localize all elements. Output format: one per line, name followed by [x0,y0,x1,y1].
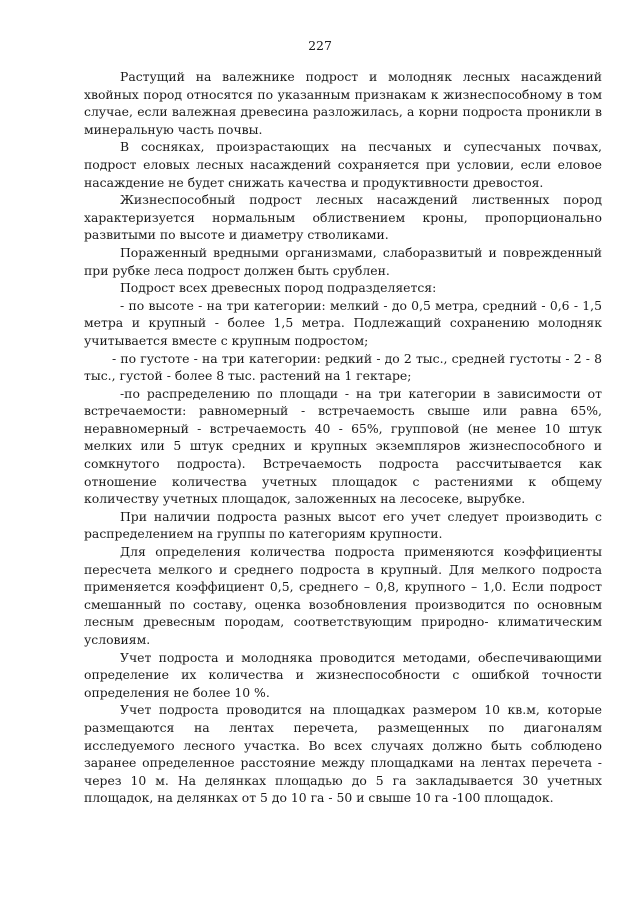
list-item-height: - по высоте - на три категории: мелкий - до 0,5 метра, средний - 0,6 - 1,5 метра и крупный - более 1,5 метра. Подлежащий сохранению молодняк учитывается вместе с крупным подростом; [84,297,602,348]
paragraph-damaged-regrowth: Пораженный вредными организмами, слаборазвитый и поврежденный при рубке леса подрост должен быть срублен. [84,244,602,278]
list-item-distribution: -по распределению по площади - на три категории в зависимости от встречаемости: равномерный - встречаемость свыше или равна 65%, неравномерный - встречаемость 40 - 65%, групповой (не менее 10 штук мелких или 5 штук средних и крупных экземпляров жизнеспособного и сомкнутого подроста). Встречаемость подроста рассчитывается как отношение количества учетных площадок с растениями к общему количеству учетных площадок, заложенных на лесосеке, вырубке. [84,385,602,507]
paragraph-accuracy: Учет подроста и молодняка проводится методами, обеспечивающими определение их количества и жизнеспособности с ошибкой точности определения не более 10 %. [84,649,602,700]
paragraph-pine-forests: В сосняках, произрастающих на песчаных и супесчаных почвах, подрост еловых лесных насаждений сохраняется при условии, если еловое насаждение не будет снижать качества и продуктивности древостоя. [84,139,602,190]
paragraph-height-groups: При наличии подроста разных высот его учет следует производить с распределением на группы по категориям крупности. [84,508,602,542]
paragraph-coefficients: Для определения количества подроста применяются коэффициенты пересчета мелкого и среднего подроста в крупный. Для мелкого подроста применяется коэффициент 0,5, среднего – 0,8, крупного – 1,0. Если подрост смешанный по составу, оценка возобновления производится по основным лесным древесным породам, соответствующим природно- климатическим условиям. [84,544,602,647]
paragraph-deadwood-regrowth: Растущий на валежнике подрост и молодняк лесных насаждений хвойных пород относятся по указанным признакам к жизнеспособному в том случае, если валежная древесина разложилась, а корни подроста проникли в минеральную часть почвы. [84,69,602,137]
paragraph-classification-intro: Подрост всех древесных пород подразделяется: [120,280,437,296]
list-item-density: - по густоте - на три категории: редкий - до 2 тыс., средней густоты - 2 - 8 тыс., густой - более 8 тыс. растений на 1 гектаре; [84,350,602,384]
paragraph-sample-plots: Учет подроста проводится на площадках размером 10 кв.м, которые размещаются на лентах перечета, размещенных по диагоналям исследуемого лесного участка. Во всех случаях должно быть соблюдено заранее определенное расстояние между площадками на лентах перечета - через 10 м. На делянках площадью до 5 га закладывается 30 учетных площадок, на делянках от 5 до 10 га - 50 и свыше 10 га -100 площадок. [84,702,602,806]
page-number: 227 [308,38,332,53]
paragraph-deciduous-regrowth: Жизнеспособный подрост лесных насаждений лиственных пород характеризуется нормальным облиствением кроны, пропорционально развитыми по высоте и диаметру стволиками. [84,192,602,243]
document-body [84,68,602,807]
